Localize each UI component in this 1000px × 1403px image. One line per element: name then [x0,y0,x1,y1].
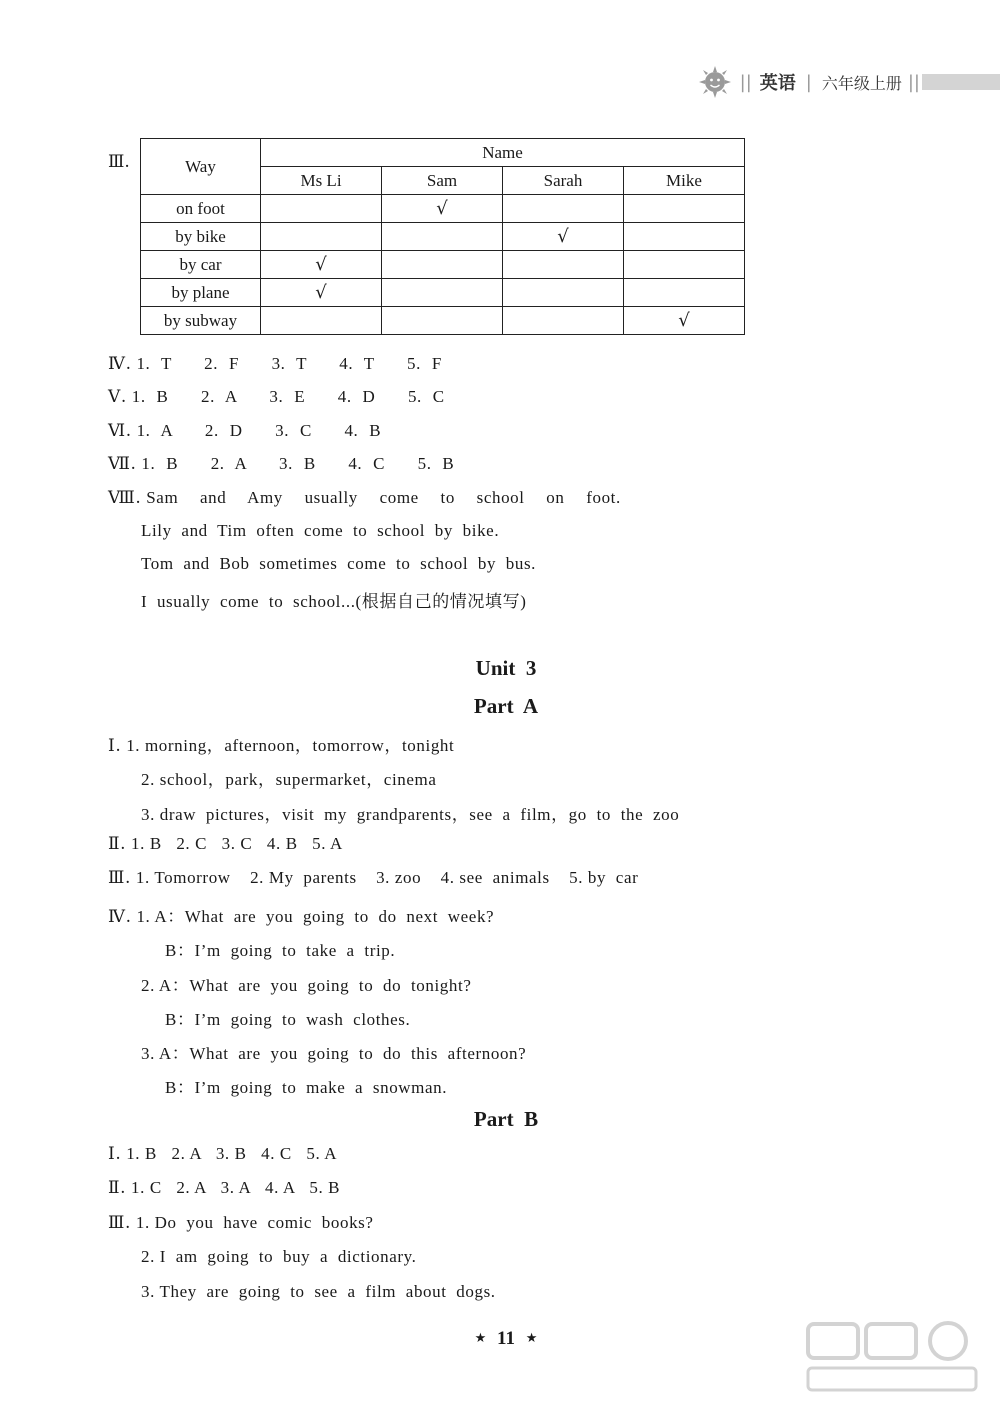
answer-text: B：I’m going to make a snowman. [165,1078,448,1097]
check-cell [624,195,745,223]
header-divider: || [739,71,752,93]
answer-text: 3. A：What are you going to do this afternoon? [141,1044,527,1063]
check-cell [503,195,624,223]
check-cell [503,279,624,307]
answer-line [108,454,454,474]
section-number: Ⅱ. [108,834,127,854]
check-cell [624,251,745,279]
answer-text: 1. B 2. A 3. E 4. D 5. C [131,387,445,406]
answer-text: 1. B 2. A 3. B 4. C 5. A [126,1144,338,1163]
header-band [922,74,1000,90]
answer-line [108,1178,340,1198]
page-header [698,64,1000,100]
answer-line [108,1213,374,1233]
part-a-title: Part A [473,694,539,718]
way-cell: by subway [141,307,261,335]
check-cell [503,307,624,335]
section-number: Ⅱ. [108,1178,127,1198]
check-cell [503,251,624,279]
transport-answer-table [140,138,745,335]
answer-text: Tom and Bob sometimes come to school by bus. [141,554,537,573]
grade-label: 六年级上册 [821,73,902,93]
way-cell: by plane [141,279,261,307]
name-col-header: Ms Li [261,167,382,195]
section-number: Ⅶ. [108,454,137,474]
table-row [141,279,745,307]
answer-line [108,902,494,927]
table-row [141,223,745,251]
answer-text: 2. A：What are you going to do tonight? [141,976,472,995]
answer-text: Lily and Tim often come to school by bike. [141,521,500,540]
answer-text: 1. Tomorrow 2. My parents 3. zoo 4. see animals 5. by car [135,868,639,887]
answer-text: 3. draw pictures，visit my grandparents，see a film，go to the zoo [141,805,680,824]
star-icon: ★ [474,1331,487,1346]
check-cell: √ [261,279,382,307]
answer-text: 3. They are going to see a film about dogs. [141,1282,496,1301]
way-cell: by car [141,251,261,279]
check-cell [382,251,503,279]
answer-text: 1. morning，afternoon，tomorrow，tonight [126,736,455,755]
table-row [141,195,745,223]
sun-face-logo-icon [698,65,732,99]
subject-label: 英语 [759,73,796,94]
way-cell: by bike [141,223,261,251]
header-divider-right: || [907,71,920,93]
section-number: Ⅳ. [108,907,132,927]
section-number: Ⅰ. [108,1144,122,1164]
table-row [141,307,745,335]
name-col-header: Sam [382,167,503,195]
section-number: Ⅳ. [108,354,132,374]
answer-line [108,421,381,441]
name-header-cell: Name [261,139,745,167]
answer-text: 1. C 2. A 3. A 4. A 5. B [131,1178,341,1197]
name-col-header: Sarah [503,167,624,195]
answer-text: 1. Do you have comic books? [135,1213,374,1232]
answer-text: B：I’m going to take a trip. [165,941,396,960]
section-number: Ⅷ. [108,488,142,508]
answer-line [108,354,442,374]
check-cell: √ [503,223,624,251]
page-number: 11 [497,1328,515,1349]
answer-line [108,731,454,756]
check-cell [382,307,503,335]
watermark-logo-icon [802,1318,982,1398]
star-icon: ★ [525,1331,538,1346]
section-number: Ⅰ. [108,736,122,756]
check-cell [382,223,503,251]
answer-text: 2. I am going to buy a dictionary. [141,1247,417,1266]
unit-title: Unit 3 [475,656,537,680]
check-cell [624,279,745,307]
check-cell [261,307,382,335]
part-b-title: Part B [473,1107,539,1131]
answer-text: Sam and Amy usually come to school on foot. [146,488,621,507]
way-header-cell: Way [141,139,261,195]
answer-text: 2. school，park，supermarket，cinema [141,770,437,789]
answer-line [108,868,638,888]
section-number: Ⅴ. [108,387,127,407]
check-cell: √ [261,251,382,279]
answer-text: B：I’m going to wash clothes. [165,1010,411,1029]
section-iii-number: Ⅲ. [108,152,130,172]
answer-text: 1. B 2. C 3. C 4. B 5. A [131,834,343,853]
check-cell: √ [624,307,745,335]
answer-line [108,834,343,854]
section-number: Ⅲ. [108,1213,131,1233]
answer-line [108,1144,337,1164]
check-cell [261,223,382,251]
answer-text: 1. A 2. D 3. C 4. B [136,421,382,440]
answer-line [108,387,445,407]
answer-text: 1. B 2. A 3. B 4. C 5. B [141,454,455,473]
check-cell: √ [382,195,503,223]
header-separator: | [805,71,812,93]
answer-line [108,488,621,508]
check-cell [261,195,382,223]
answer-text: 1. T 2. F 3. T 4. T 5. F [136,354,442,373]
answer-text: I usually come to school...(根据自己的情况填写) [141,592,527,611]
section-number: Ⅲ. [108,868,131,888]
way-cell: on foot [141,195,261,223]
answer-text: 1. A：What are you going to do next week? [136,907,495,926]
check-cell [382,279,503,307]
section-number: Ⅵ. [108,421,132,441]
check-cell [624,223,745,251]
table-row [141,251,745,279]
name-col-header: Mike [624,167,745,195]
